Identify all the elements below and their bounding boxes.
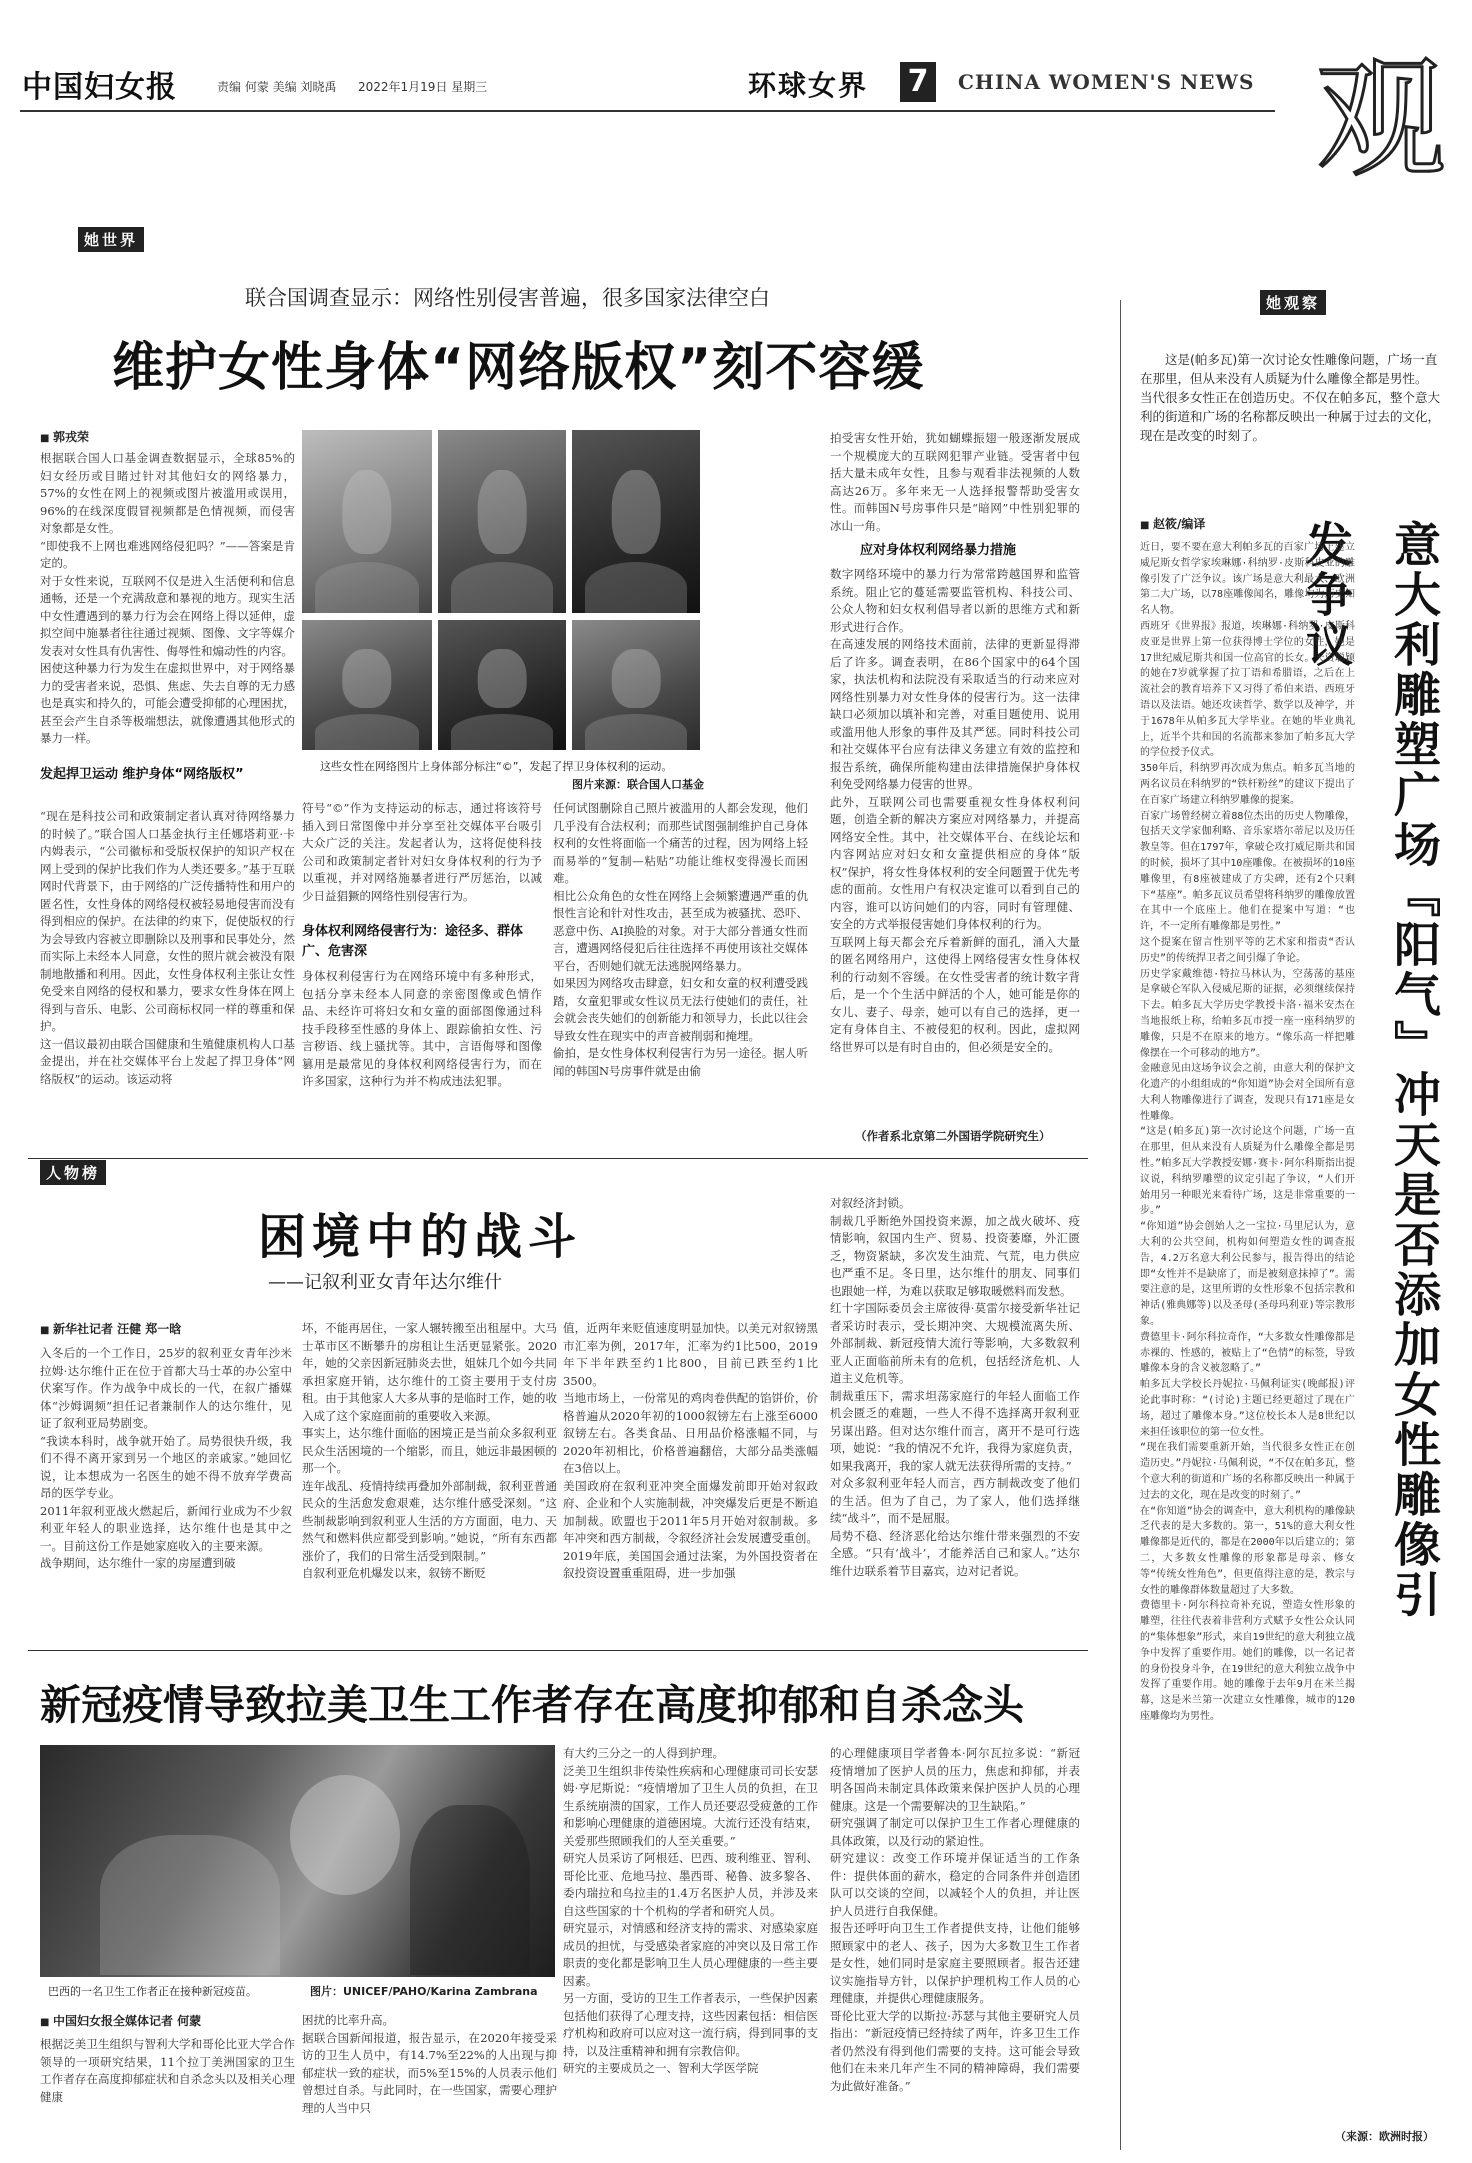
article3-photo-credit: 图片：UNICEF/PAHO/Karina Zambrana [310, 1985, 538, 1998]
article2-col1: 入冬后的一个工作日，25岁的叙利亚女青年沙米拉姆·达尔维什正在位于首都大马士革的办公室中伏案写作。作为战争中成长的一代，在叙广播媒体“沙姆调频”担任记者兼制作人的达尔维什，见证了叙利亚局势剧变。 “我读本科时，战争就开始了。局势很快升级，我们不得不离开家到另一个地区的亲戚家。”她回忆说，让本想成为一名医生的她不得不放弃学费高昂的医学专业。 2011年叙利亚战火燃起后，新闻行业成为不少叙利亚年轻人的职业选择，达尔维什也是其中之一。目前这份工作是她家庭收入的主要来源。 战争期间，达尔维什一家的房屋遭到破 [40, 1346, 292, 1570]
newspaper-logo: 中国妇女报 [22, 70, 177, 105]
article2-byline: ■ 新华社记者 汪健 郑一晗 [40, 1320, 181, 1337]
article3-col1: 根据泛美卫生组织与智利大学和哥伦比亚大学合作领导的一项研究结果，11个拉丁美洲国家的卫生工作者存在高度抑郁症状和自杀念头以及相关心理健康 [40, 2037, 295, 2104]
section-title: 环球女界 [748, 69, 869, 102]
masthead [20, 43, 1460, 195]
divider-1 [28, 1158, 1088, 1159]
english-title: CHINA WOMEN'S NEWS [958, 70, 1255, 94]
article2-col3: 值，近两年来贬值速度明显加快。以美元对叙镑黑市汇率为例，2017年，汇率为约1比500，2019年下半年跌至约1比800，目前已跌至约1比3500。 当地市场上，一份常见的鸡肉卷供配的馅饼价，价格普遍从2020年初的1000叙镑左右上涨至6000叙镑左右。各类食品、日用品价格涨幅不同，与2020年初相比，价格普遍翻倍，大部分品类涨幅在3倍以上。 美国政府在叙利亚冲突全面爆发前即开始对叙政府、企业和个人实施制裁，冲突爆发后更是不断追加制裁。欧盟也于2011年5月开始对叙制裁。多年冲突和西方制裁，令叙经济社会发展遭受重创。2019年底，美国国会通过法案，为外国投资者在叙投资设置重重阻碍，进一步加强 [563, 1321, 818, 1580]
issue-date: 2022年1月19日 星期三 [358, 80, 488, 94]
article2-col2: 坏，不能再居住，一家人辗转搬至出租屋中。大马士革市区不断攀升的房租让生活更显紧张。2020年，她的父亲因新冠肺炎去世，姐妹几个如今共同承担家庭开销，达尔维什的工资主要用于支付房租。由于其他家人大多从事的是临时工作，她的收入成了这个家庭面前的重要收入来源。 事实上，达尔维什面临的困境正是当前众多叙利亚民众生活困境的一个缩影，而且，她远非最困顿的那一个。 连年战乱、疫情持续再叠加外部制裁，叙利亚普通民众的生活愈发愈艰难，达尔维什感受深刻。“这些制裁影响到叙利亚人生活的方方面面，电力、天然气和燃料供应都受到影响。”她说，“所有东西都涨价了，我们的日常生活受到限制。” 自叙利亚危机爆发以来，叙镑不断贬 [302, 1321, 557, 1580]
sidebar-source: （来源：欧洲时报） [1335, 2130, 1434, 2143]
article3-byline: ■ 中国妇女报全媒体记者 何蒙 [40, 2012, 201, 2029]
campaign-photo-1 [302, 430, 432, 613]
campaign-photo-4 [302, 620, 432, 750]
article3-photo-caption: 巴西的一名卫生工作者正在接种新冠疫苗。 [48, 1985, 257, 1998]
vaccination-photo [40, 1745, 555, 1977]
sidebar-frame [1120, 300, 1121, 2150]
sidebar-body: 近日，要不要在意大利帕多瓦的百家广场上建立威尼斯女哲学家埃琳娜·科纳罗·皮斯科皮亚的雕像引发了广泛争议。该广场是意大利最大、欧洲第二大广场，以78座雕像闻名，雕像均为历史知名人物。 西班牙《世界报》报道，埃琳娜·科纳罗·皮斯科皮亚是世界上第一位获得博士学位的女性，她是17世纪威尼斯共和国一位高官的长女。天资聪颖的她在7岁就掌握了拉丁语和希腊语，之后在上流社会的教育培养下又习得了希伯来语、西班牙语以及法语。她还攻读哲学、数学以及神学，并于1678年从帕多瓦大学毕业。在她的毕业典礼上，近半个共和国的名流都来参加了帕多瓦大学的学位授予仪式。 350年后，科纳罗再次成为焦点。帕多瓦当地的两名议员在科纳罗的“铁杆粉丝”的建议下提出了在百家广场建立科纳罗雕像的提案。 百家广场曾经树立着88位杰出的历史人物雕像，包括天文学家伽利略、音乐家塔尔蒂尼以及历任教皇等。但在1797年，拿破仑攻打威尼斯共和国的时候，损坏了其中10座雕像。在被损坏的10座雕像里，有8座被建成了方尖碑，还有2个只剩下“基座”。帕多瓦议员希望将科纳罗的雕像放置在其中一个底座上。他们在提案中写道：“也许，不一定所有雕像都是男性。” 这个提案在留言性别平等的艺术家和指责“否认历史”的传统捍卫者之间引爆了争论。 历史学家戴维德·特拉马林认为，空荡荡的基座是拿破仑军队入侵威尼斯的证据，必须继续保持下去。帕多瓦大学历史学教授卡洛·福米安杰在当地报纸上称，给帕多瓦市授一座一座科纳罗的雕像，只是不在原来的地方。“像乐高一样把雕像摆在一个可移动的地方”。 金融意见由这场争议会之前，由意大利的保护文化遗产的小组组成的“你知道”协会对全国所有意大利人物雕像进行了调查，发现只有171座是女性雕像。 “这是(帕多瓦)第一次讨论这个问题，广场一直在那里，但从来没有人质疑为什么雕像全都是男性。”帕多瓦大学教授安娜·赛卡·阿尔科斯指出提议说，科纳罗雕塑的议定引起了争议，“人们开始用另一种眼光来看待广场，这是非常重要的一步。” “你知道”协会创始人之一宝拉·马里尼认为，意大利的公共空间，机构如何塑造女性的调查报告，4.2万名意大利公民参与，报告得出的结论即“女性并不是缺席了，而是被刻意抹掉了”。需要注意的是，这里所谓的女性形象不包括宗教和神话(雅典娜等)以及圣母(圣母玛利亚)等宗教形象。 费德里卡·阿尔科拉奇作，“大多数女性雕像都是赤裸的、性感的，被贴上了“色情”的标签，导致雕像本身的含义被忽略了。” 帕多瓦大学校长丹妮拉·马佩利证实(晚邮报)评论此事时称：“(讨论)主题已经更超过了现在广场，超过了雕像本身。”这位校长本人是8世纪以来担任该职位的第一位女性。 “现在我们需要重新开始，当代很多女性正在创造历史。”丹妮拉·马佩利说，“不仅在帕多瓦，整个意大利的街道和广场的名称都反映出一种属于过去的文化，现在是改变的时刻了。” 在“你知道”协会的调查中，意大利机构的雕像缺乏代表的是大多数的。第一，51%的意大利女性雕像都是近代的，都是在2000年以后建立的；第二，大多数女性雕像的形象都是母亲、修女等“传统女性角色”，但更值得注意的是，教宗与女性的雕像群体数量超过了大多数。 费德里卡·阿尔科拉奇补充说，塑造女性形象的雕塑，往往代表着非营利方式赋予女性公众认同的“集体想象”形式，来自19世纪的意大利独立战争中发挥了重要作用。她们的雕像，以一名记者的身份投身斗争，在19世纪的意大利独立战争中发挥了重要作用。她的雕像于去年9月在米兰揭幕，这是米兰第一次建立女性雕像，城市的120座雕像均为男性。 [1140, 542, 1355, 1722]
sidebar-lead: 这是(帕多瓦)第一次讨论女性雕像问题，广场一直在那里，但从来没有人质疑为什么雕像全都是男性。 当代很多女性正在创造历史。不仅在帕多瓦，整个意大利的街道和广场的名称都反映出一种属于过去的文化，现在是改变的时刻了。 [1140, 352, 1441, 443]
article1-subhead-1: 发起捍卫运动 维护身体“网络版权” [40, 767, 244, 782]
article1-photo-credit: 图片来源：联合国人口基金 [572, 778, 704, 791]
article3-col4: 的心理健康项目学者鲁本·阿尔瓦拉多说：“新冠疫情增加了医护人员的压力，焦虑和抑郁，并表明各国尚未制定具体政策来保护医护人员的心理健康。这是一个需要解决的卫生缺陷。” 研究强调了制定可以保护卫生工作者心理健康的具体政策，以及行动的紧迫性。 研究建议：改变工作环境并保证适当的工作条件：提供体面的薪水，稳定的合同条件并创造团队可以交谈的空间，以减轻个人的负担，并让医护人员进行自我保健。 报告还呼吁向卫生工作者提供支持，让他们能够照顾家中的老人、孩子，因为大多数卫生工作者是女性，她们同时是家庭主要照顾者。报告还建议实施指导方针，以保护护理机构工作人员的心理健康，并提供心理健康服务。 哥伦比亚大学的以斯拉·苏瑟与其他主要研究人员指出：“新冠疫情已经持续了两年，许多卫生工作者仍然没有得到他们需要的支持。这可能会导致他们在未来几年产生不同的精神障碍，我们需要为此做好准备。” [830, 1746, 1080, 2093]
article1-photo-caption: 这些女性在网络图片上身体部分标注“©”，发起了捍卫身体权利的运动。 [320, 760, 673, 773]
campaign-photo-2 [438, 430, 566, 613]
divider-2 [28, 1650, 1088, 1651]
article1-author-note: （作者系北京第二外国语学院研究生） [855, 1129, 1051, 1143]
article1-col3: 任何试图删除自己照片被滥用的人都会发现，他们几乎没有合法权利；而那些试图强制维护自己身体权利的女性将面临一个痛苦的过程，因为网络上轻而易举的“复制—粘贴”功能让维权变得漫长而困难。 相比公众角色的女性在网络上会频繁遭遇严重的仇恨性言论和针对性攻击，甚至成为被骚扰、恐吓、恶意中伤、AI换脸的对象。对于大部分普通女性而言，遭遇网络侵犯后往往选择不再使用该社交媒体平台，否则她们就无法逃脱网络暴力。 如果因为网络攻击肆意，妇女和女童的权利遭受践踏，女童犯罪或女性议员无法行使她们的责任，社会就会丧失她们的创新能力和领导力，长此以往会导致女性在现实中的声音被削弱和掩埋。 偷拍，是女性身体权利侵害行为另一途径。据人听闻的韩国N号房事件就是由偷 [553, 801, 808, 1078]
article1-byline: ■ 郭戎荣 [40, 428, 89, 445]
article1-col1: 根据联合国人口基金调查数据显示，全球85%的妇女经历或目睹过针对其他妇女的网络暴力，57%的女性在网上的视频或图片被滥用或误用，96%的在线深度假冒视频都是色情视频，而侵害对象都是女性。 “即使我不上网也难逃网络侵犯吗？”——答案是肯定的。 对于女性来说，互联网不仅是进入生活便利和信息通畅，还是一个充满敌意和暴视的地方。现实生活中女性遭遇到的暴力行为会在网络上得以延伸，虚拟空间中施暴者往往通过视频、图像、文字等媒介发表对女性具有仇害性、侮辱性和煽动性的内容。 困使这种暴力行为发生在虚拟世界中，对于网络暴力的受害者来说，恐惧、焦虑、失去自尊的无力感也是真实和持久的，可能会遭受抑郁的心理困扰，甚至会产生自杀等极端想法，就像遭遇其他形式的暴力一样。 [40, 451, 295, 745]
article1-col2: 符号“©”作为支持运动的标志，通过将该符号插入到日常图像中并分享至社交媒体平台吸引大众广泛的关注。发起者认为，这将促使科技公司和政策制定者针对妇女身体权利的行为予以重视，并对网络施暴者进行严厉惩治，以减少日益猖獗的网络性别侵害行为。 [302, 801, 542, 903]
campaign-photo-5 [438, 620, 566, 750]
article1-col1b: “现在是科技公司和政策制定者认真对待网络暴力的时候了。”联合国人口基金执行主任娜塔莉亚·卡内姆表示，“公司徽标和受版权保护的知识产权在网上受到的保护比我们作为人类还要多。”基于互联网时代背景下，由于网络的广泛传播特性和用户的匿名性，女性身体的网络侵权被轻易地侵害而没有得到相应的保护。在法律的约束下，促使版权的行为会导致内容被立即删除以及刑事和民事处分，然而实际上未经本人同意，女性的照片就会被没有限制地散播和利用。因此，女性身体权利主张让女性免受来自网络的侵权和暴力，要求女性身体在网上得到与音乐、电影、公司商标权同一样的尊重和保护。 这一倡议最初由联合国健康和生殖健康机构人口基金提出，并在社交媒体平台上发起了捍卫身体“网络版权”的运动。该运动将 [40, 809, 295, 1086]
article1-subhead-2: 身体权利网络侵害行为：途径多、群体广、危害深 [302, 924, 524, 959]
masthead-rule [20, 110, 1275, 112]
article3-col3: 有大约三分之一的人得到护理。 泛美卫生组织非传染性疾病和心理健康司司长安瑟姆·亨尼斯说：“疫情增加了卫生人员的负担，在卫生系统崩溃的国家，工作人员还要忍受疲惫的工作和影响心理健康的道德困境。大流行还没有结束，关爱那些照顾我们的人至关重要。” 研究人员采访了阿根廷、巴西、玻利维亚、智利、哥伦比亚、危地马拉、墨西哥、秘鲁、波多黎各、委内瑞拉和乌拉圭的1.4万名医护人员，并涉及来自这些国家的十个机构的学者和研究人员。 研究显示，对情感和经济支持的需求、对感染家庭成员的担忧，与受感染者家庭的冲突以及日常工作职责的变化都是影响卫生人员心理健康的一些主要因素。 另一方面，受访的卫生工作者表示，一些保护因素包括他们获得了心理支持，这些因素包括：相信医疗机构和政府可以应对这一流行病，得到同事的支持，以及注重精神和拥有宗教信仰。 研究的主要成员之一、智利大学医学院 [563, 1746, 818, 2075]
page-number: 7 [900, 62, 936, 102]
sidebar-headline: 意大利雕塑广场『阳气』冲天是否添加女性雕像引发争议 [1298, 520, 1441, 1620]
article1-col4: 拍受害女性开始，犹如蝴蝶振翅一般逐渐发展成一个规模庞大的互联网犯罪产业链。受害者中包括大量未成年女性，且参与观看非法视频的人数高达26万。多年来无一人选择报警帮助受害女性。而韩国N号房事件只是“暗网”中性别犯罪的冰山一角。 [830, 431, 1080, 533]
section-tag-people: 人物榜 [40, 1160, 106, 1185]
article1-headline: 维护女性身体“网络版权”刻不容缓 [112, 338, 925, 398]
article1-subhead-3: 应对身体权利网络暴力措施 [860, 543, 1017, 558]
section-tag-observe: 她观察 [1260, 290, 1326, 315]
article2-headline: 困境中的战斗 [258, 1209, 583, 1265]
section-glyph: 观 [1315, 43, 1446, 195]
article1-col2b: 身体权利侵害行为在网络环境中有多种形式，包括分享未经本人同意的亲密图像或色情作品、未经许可将妇女和女童的面部图像通过科技手段移至性感的身体上、跟踪偷拍女性、污言秽语、线上骚扰等。其中，言语侮辱和图像篡用是最常见的身体权利网络侵害行为，而在许多国家，这种行为并不构成违法犯罪。 [302, 969, 542, 1088]
article1-kicker: 联合国调查显示：网络性别侵害普遍，很多国家法律空白 [245, 286, 770, 310]
campaign-photo-3 [572, 430, 700, 613]
article1-col4b: 数字网络环境中的暴力行为常常跨越国界和监管系统。阻止它的蔓延需要监管机构、科技公司、公众人物和妇女权利倡导者以新的思维方式和新形式进行合作。 在高速发展的网络技术面前，法律的更新显得滞后了许多。调查表明，在86个国家中的64个国家，执法机构和法院没有采取适当的行动来应对网络性别暴力对女性身体的侵害行为。这一法律缺口必须加以填补和完善，对重目题使用、说用或滥用他人形象的事件及其严惩。同时科技公司和社交媒体平台应有法律义务建立有效的监控和报告系统，确保所能构建由法律措施保护身体权利免受网络暴力侵害的世界。 此外，互联网公司也需要重视女性身体权利问题，创造全新的解决方案应对网络暴力，并提高网络安全性。其中，社交媒体平台、在线论坛和内容网站应对妇女和女童提供相应的身体“版权”保护，将女性身体权利的安全问题置于优先考虑的面前。女性用户有权决定谁可以看到自己的内容，谁可以访问她们的内容，同时有管理健、安全的方式举报侵害她们身体权利的行为。 互联网上每天都会充斥着新鲜的面孔，涌入大量的匿名网络用户，这使得上网络侵害女性身体权利的行动刻不容缓。在女性受害者的统计数字背后，是一个个生活中鲜活的个人，她可能是你的女儿、妻子、母亲，她可以有自己的选择，更一定有身体自主、不被侵犯的权利。因此，虚拟网络世界可以是有时自由的，但必须是安全的。 [830, 567, 1080, 1054]
article2-subtitle: ——记叙利亚女青年达尔维什 [268, 1272, 502, 1293]
article3-col2: 困扰的比率升高。 据联合国新闻报道，报告显示，在2020年接受采访的卫生人员中，有14.7%至22%的人出现与抑郁症状一致的症状，而5%至15%的人员表示他们曾想过自杀。与此同时，在一些国家，需要心理护理的人当中只 [302, 2013, 557, 2115]
article2-col4: 对叙经济封锁。 制裁几乎断绝外国投资来源，加之战火破坏、疫情影响，叙国内生产、贸易、投资萎靡，外汇匮乏，物资紧缺，多次发生油荒、气荒，电力供应也严重不足。冬日里，达尔维什的朋友、同事们也跟她一样，为难以获取足够取暖燃料而发愁。 红十字国际委员会主席彼得·莫雷尔接受新华社记者采访时表示，受长期冲突、大规模流离失所、外部制裁、新冠疫情大流行等影响，大多数叙利亚人正面临前所未有的危机，包括经济危机、人道主义危机等。 制裁重压下，需求坦荡家庭行的年轻人面临工作机会匮乏的难题，一些人不得不选择离开叙利亚另谋出路。但对达尔维什而言，离开不是可行选项，她说：“我的情况不允许，我得为家庭负责，如果我离开，我的家人就无法获得所需的支持。” 对众多叙利亚年轻人而言，西方制裁改变了他们的生活。但为了自己，为了家人，他们选择继续“战斗”，而不是屈服。 局势不稳、经济恶化给达尔维什带来强烈的不安全感。“只有‘战斗’，才能养活自己和家人。”达尔维什边联系着节目嘉宾，边对记者说。 [830, 1196, 1080, 1578]
section-tag-world: 她世界 [78, 227, 144, 252]
editors-line: 责编 何蒙 美编 刘晓禹 [217, 80, 337, 94]
sidebar-byline: ■ 赵筱/编译 [1140, 515, 1205, 532]
article3-headline: 新冠疫情导致拉美卫生工作者存在高度抑郁和自杀念头 [40, 1681, 1024, 1729]
campaign-photo-6 [572, 620, 700, 750]
